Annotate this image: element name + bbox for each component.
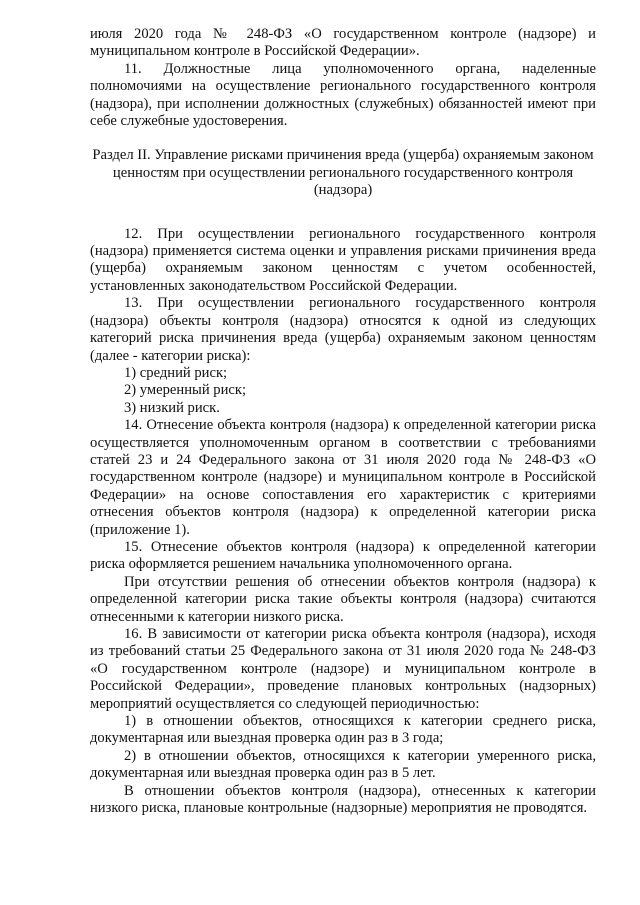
point-16-continuation-paragraph: В отношении объектов контроля (надзора), отнесенных к категории низкого риска, плановые контрольные (надзорные) мероприятия не проводятся.	[90, 782, 596, 817]
intro-continuation-paragraph: июля 2020 года № 248-ФЗ «О государственном контроле (надзоре) и муниципальном контроле в Российской Федерации».	[90, 26, 596, 60]
risk-category-item: 3) низкий риск.	[124, 399, 220, 416]
document-body	[90, 26, 596, 817]
periodicity-item: 2) в отношении объектов, относящихся к категории умеренного риска, документарная или выездная проверка один раз в 5 лет.	[90, 747, 596, 782]
point-15-paragraph: 15. Отнесение объектов контроля (надзора) к определенной категории риска оформляется решением начальника уполномоченного органа.	[90, 538, 596, 573]
point-15-continuation-paragraph: При отсутствии решения об отнесении объектов контроля (надзора) к определенной категории риска такие объекты контроля (надзора) считаются отнесенными к категории низкого риска.	[90, 573, 596, 625]
section-heading: Раздел II. Управление рисками причинения вреда (ущерба) охраняемым законом ценностям при осуществлении регионального государственного контроля (надзора)	[92, 147, 594, 199]
risk-category-item: 1) средний риск;	[124, 364, 228, 381]
point-12-paragraph: 12. При осуществлении регионального государственного контроля (надзора) применяется система оценки и управления рисками причинения вреда (ущерба) охраняемым законом ценностям с учетом особенностей, установленных законодательством Российской Федерации.	[90, 225, 596, 294]
point-16-paragraph: 16. В зависимости от категории риска объекта контроля (надзора), исходя из требований статьи 25 Федерального закона от 31 июля 2020 года № 248-ФЗ «О государственном контроле (надзоре) и муниципальном контроле в Российской Федерации», проведение плановых контрольных (надзорных) мероприятий осуществляется со следующей периодичностью:	[90, 626, 596, 712]
risk-category-item: 2) умеренный риск;	[124, 382, 247, 399]
point-13-paragraph: 13. При осуществлении регионального государственного контроля (надзора) объекты контроля (надзора) относятся к одной из следующих категорий риска причинения вреда (ущерба) охраняемым законом ценностям (далее - категории риска):	[90, 295, 596, 364]
point-14-paragraph: 14. Отнесение объекта контроля (надзора) к определенной категории риска осуществляется уполномоченным органом в соответствии с требованиями статей 23 и 24 Федерального закона от 31 июля 2020 года № 248-ФЗ «О государственном контроле (надзоре) и муниципальном контроле в Российской Федерации» на основе сопоставления его характеристик с критериями отнесения объектов контроля (надзора) к определенной категории риска (приложение 1).	[90, 417, 596, 538]
point-11-paragraph: 11. Должностные лица уполномоченного органа, наделенные полномочиями на осуществление регионального государственного контроля (надзора), при исполнении должностных (служебных) обязанностей имеют при себе служебные удостоверения.	[90, 60, 596, 130]
periodicity-item: 1) в отношении объектов, относящихся к категории среднего риска, документарная или выездная проверка один раз в 3 года;	[90, 713, 596, 747]
